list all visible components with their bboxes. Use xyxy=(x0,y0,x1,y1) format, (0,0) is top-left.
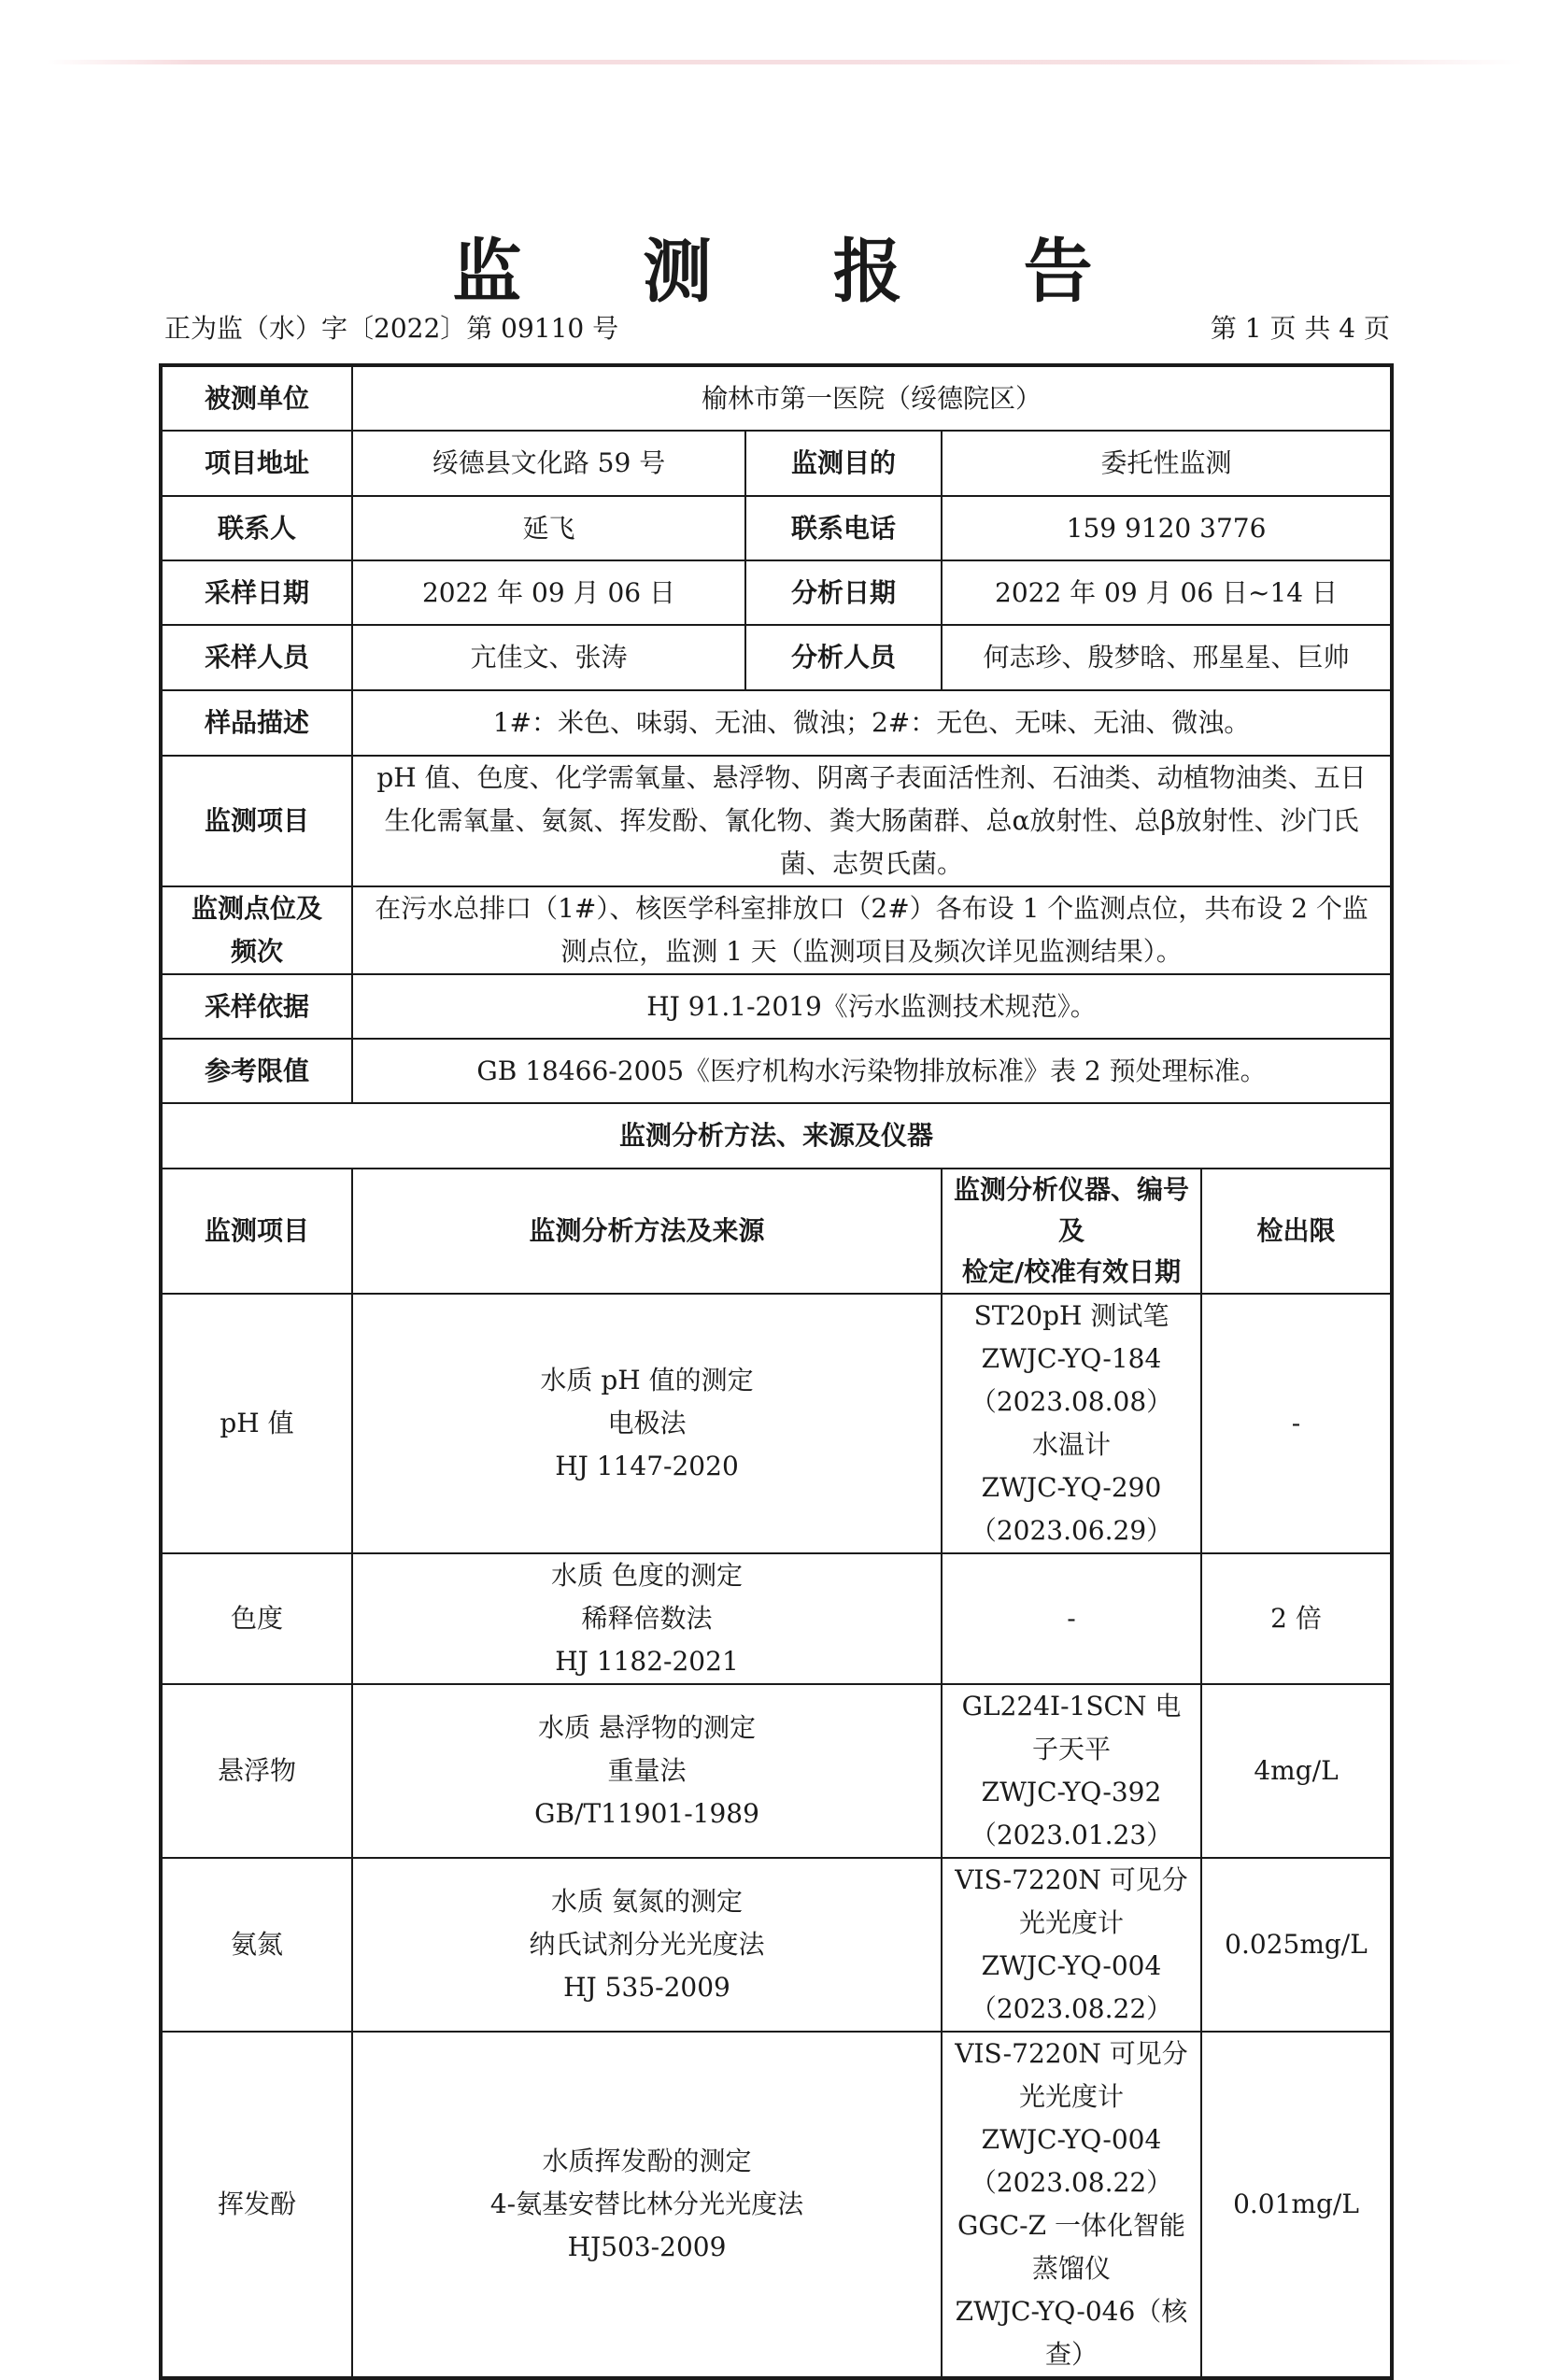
method-line: 稀释倍数法 xyxy=(581,1603,713,1634)
analysis-date-value: 2022 年 09 月 06 日~14 日 xyxy=(942,560,1392,625)
contact-value: 延飞 xyxy=(352,496,745,560)
method-detection-limit: - xyxy=(1201,1294,1392,1553)
method-source xyxy=(352,1553,942,1684)
points-label xyxy=(161,886,352,974)
col-header-instrument xyxy=(942,1169,1201,1294)
analyst-value: 何志珍、殷梦晗、邢星星、巨帅 xyxy=(942,625,1392,690)
address-value: 绥德县文化路 59 号 xyxy=(352,431,745,496)
method-line: 4-氨基安替比林分光光度法 xyxy=(489,2189,804,2219)
items-label: 监测项目 xyxy=(161,756,352,886)
table-row xyxy=(161,1553,1392,1684)
unit-label: 被测单位 xyxy=(161,365,352,431)
points-line: 在污水总排口（1#）、核医学科室排放口（2#）各布设 1 个监测点位，共布设 2 个监 xyxy=(375,893,1368,924)
method-line: 水质挥发酚的测定 xyxy=(542,2146,752,2176)
instrument-line: ZWJC-YQ-046（核查） xyxy=(955,2296,1188,2370)
contact-label: 联系人 xyxy=(161,496,352,560)
method-detection-limit: 0.025mg/L xyxy=(1201,1858,1392,2032)
col-header-instrument-line: 检定/校准有效日期 xyxy=(961,1256,1182,1287)
instrument-line: ZWJC-YQ-004（2023.08.22） xyxy=(970,1950,1173,2024)
method-instrument xyxy=(942,2032,1201,2378)
row-unit xyxy=(161,365,1392,431)
sample-date-label: 采样日期 xyxy=(161,560,352,625)
method-source xyxy=(352,1294,942,1553)
document-number: 正为监（水）字〔2022〕第 09110 号 xyxy=(164,313,619,344)
basis-value: HJ 91.1-2019《污水监测技术规范》。 xyxy=(352,974,1392,1039)
row-points xyxy=(161,886,1392,974)
col-header-item: 监测项目 xyxy=(161,1169,352,1294)
instrument-line: ZWJC-YQ-004（2023.08.22） xyxy=(970,2124,1173,2198)
page-info: 第 1 页 共 4 页 xyxy=(1210,313,1390,344)
col-header-instrument-line: 监测分析仪器、编号及 xyxy=(953,1174,1189,1246)
instrument-line: ZWJC-YQ-184（2023.08.08） xyxy=(970,1343,1173,1417)
basis-label: 采样依据 xyxy=(161,974,352,1039)
instrument-line: VIS-7220N 可见分光光度计 xyxy=(955,1864,1188,1938)
method-item: 氨氮 xyxy=(161,1858,352,2032)
method-source xyxy=(352,2032,942,2378)
method-detection-limit: 0.01mg/L xyxy=(1201,2032,1392,2378)
purpose-label: 监测目的 xyxy=(745,431,942,496)
analyst-label: 分析人员 xyxy=(745,625,942,690)
purpose-value: 委托性监测 xyxy=(942,431,1392,496)
method-item: 色度 xyxy=(161,1553,352,1684)
method-line: 电极法 xyxy=(607,1408,687,1438)
method-line: GB/T11901-1989 xyxy=(534,1798,759,1829)
col-header-method: 监测分析方法及来源 xyxy=(352,1169,942,1294)
methods-section-row xyxy=(161,1103,1392,1169)
report-title: 监 测 报 告 xyxy=(452,232,1141,312)
method-line: 水质 悬浮物的测定 xyxy=(538,1712,756,1743)
method-item: pH 值 xyxy=(161,1294,352,1553)
method-line: HJ 535-2009 xyxy=(563,1972,730,2003)
phone-value: 159 9120 3776 xyxy=(942,496,1392,560)
sample-desc-label: 样品描述 xyxy=(161,690,352,756)
col-header-limit: 检出限 xyxy=(1201,1169,1392,1294)
points-value xyxy=(352,886,1392,974)
method-source xyxy=(352,1858,942,2032)
row-limit xyxy=(161,1039,1392,1103)
instrument-line: 水温计 xyxy=(1031,1429,1111,1460)
report-table xyxy=(159,363,1394,2380)
address-label: 项目地址 xyxy=(161,431,352,496)
method-detection-limit: 2 倍 xyxy=(1201,1553,1392,1684)
analysis-date-label: 分析日期 xyxy=(745,560,942,625)
method-line: HJ503-2009 xyxy=(567,2231,727,2262)
instrument-line: ZWJC-YQ-392（2023.01.23） xyxy=(970,1777,1173,1850)
limit-value: GB 18466-2005《医疗机构水污染物排放标准》表 2 预处理标准。 xyxy=(352,1039,1392,1103)
instrument-line: VIS-7220N 可见分光光度计 xyxy=(955,2038,1188,2112)
sample-desc-value: 1#：米色、味弱、无油、微浊；2#：无色、无味、无油、微浊。 xyxy=(352,690,1392,756)
method-source xyxy=(352,1684,942,1858)
table-row xyxy=(161,1858,1392,2032)
sample-date-value: 2022 年 09 月 06 日 xyxy=(352,560,745,625)
row-address xyxy=(161,431,1392,496)
points-line: 测点位，监测 1 天（监测项目及频次详见监测结果）。 xyxy=(560,936,1183,967)
row-dates xyxy=(161,560,1392,625)
method-item: 悬浮物 xyxy=(161,1684,352,1858)
items-value xyxy=(352,756,1392,886)
unit-value: 榆林市第一医院（绥德院区） xyxy=(352,365,1392,431)
row-basis xyxy=(161,974,1392,1039)
points-label-line: 监测点位及 xyxy=(191,893,322,924)
table-row xyxy=(161,1294,1392,1553)
methods-section-title: 监测分析方法、来源及仪器 xyxy=(161,1103,1392,1169)
items-line: 菌、志贺氏菌。 xyxy=(780,848,964,879)
table-row xyxy=(161,2032,1392,2378)
table-row xyxy=(161,1684,1392,1858)
method-line: 重量法 xyxy=(607,1755,687,1786)
points-label-line: 频次 xyxy=(230,936,283,967)
sampler-label: 采样人员 xyxy=(161,625,352,690)
row-sample-desc xyxy=(161,690,1392,756)
items-line: pH 值、色度、化学需氧量、悬浮物、阴离子表面活性剂、石油类、动植物油类、五日 xyxy=(376,762,1367,793)
method-instrument xyxy=(942,1858,1201,2032)
method-line: HJ 1182-2021 xyxy=(555,1646,739,1677)
instrument-line: - xyxy=(1067,1603,1076,1634)
method-instrument xyxy=(942,1294,1201,1553)
method-line: 水质 氨氮的测定 xyxy=(551,1886,743,1917)
row-staff xyxy=(161,625,1392,690)
methods-header-row xyxy=(161,1169,1392,1294)
phone-label: 联系电话 xyxy=(745,496,942,560)
method-instrument xyxy=(942,1684,1201,1858)
scan-edge-mark xyxy=(47,60,1523,64)
instrument-line: ZWJC-YQ-290（2023.06.29） xyxy=(970,1472,1173,1546)
method-line: 水质 pH 值的测定 xyxy=(540,1365,754,1395)
instrument-line: GGC-Z 一体化智能蒸馏仪 xyxy=(957,2210,1185,2284)
instrument-line: GL224I-1SCN 电子天平 xyxy=(961,1691,1182,1764)
method-item: 挥发酚 xyxy=(161,2032,352,2378)
instrument-line: ST20pH 测试笔 xyxy=(973,1300,1169,1331)
limit-label: 参考限值 xyxy=(161,1039,352,1103)
method-line: 纳氏试剂分光光度法 xyxy=(529,1929,765,1960)
row-contact xyxy=(161,496,1392,560)
method-line: 水质 色度的测定 xyxy=(551,1560,743,1591)
items-line: 生化需氧量、氨氮、挥发酚、氰化物、粪大肠菌群、总α放射性、总β放射性、沙门氏 xyxy=(384,805,1359,836)
row-items xyxy=(161,756,1392,886)
method-instrument xyxy=(942,1553,1201,1684)
method-line: HJ 1147-2020 xyxy=(555,1451,739,1481)
method-detection-limit: 4mg/L xyxy=(1201,1684,1392,1858)
sampler-value: 亢佳文、张涛 xyxy=(352,625,745,690)
